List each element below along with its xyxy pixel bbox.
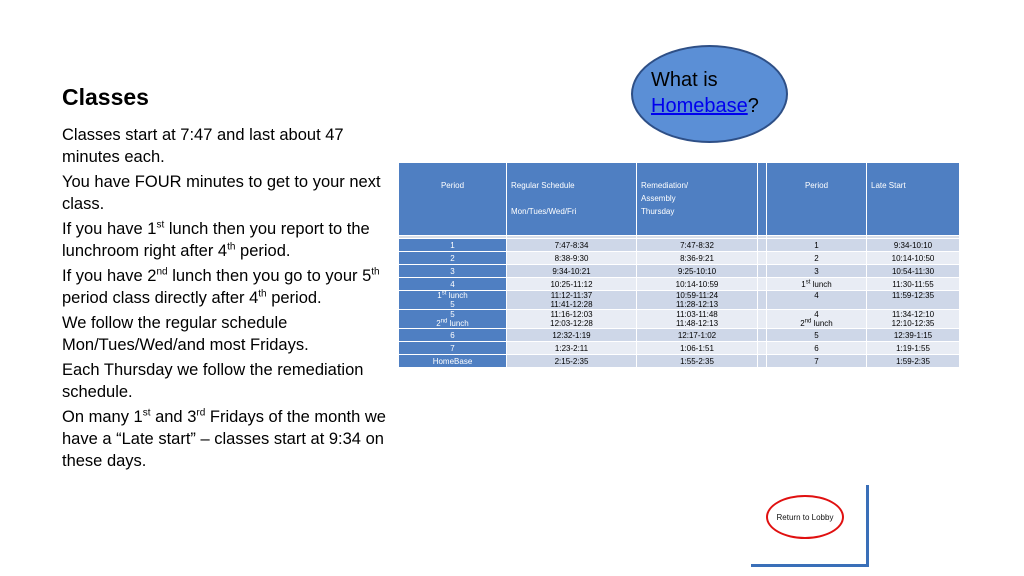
bullet-item: You have FOUR minutes to get to your next class.: [62, 173, 381, 213]
table-row: 4 10:25-11:12 10:14-10:59 1st lunch 11:30-11:55: [399, 278, 960, 291]
return-to-lobby-button[interactable]: Return to Lobby: [766, 495, 844, 539]
bullet-item: If you have 1st lunch then you report to the lunchroom right after 4th period.: [62, 219, 370, 260]
bullet-item: Each Thursday we follow the remediation schedule.: [62, 361, 364, 401]
table-row: 5 2nd lunch 11:16-12:03 12:03-12:28 11:03-11:48 11:48-12:13 4 2nd lunch 11:34-12:10 12:10-12:35: [399, 310, 960, 329]
header-period: Period: [399, 163, 507, 236]
homebase-link[interactable]: Homebase: [651, 95, 748, 117]
header-spacer: [758, 163, 767, 236]
table-row: 2 8:38-9:30 8:36-9:21 2 10:14-10:50: [399, 252, 960, 265]
header-regular: Regular Schedule Mon/Tues/Wed/Fri: [507, 163, 637, 236]
bullet-list: [62, 124, 387, 475]
bullet-item: If you have 2nd lunch then you go to your 5th period class directly after 4th period.: [62, 266, 380, 307]
table-header-row: [399, 163, 960, 236]
bullet-item: On many 1st and 3rd Fridays of the month we have a “Late start” – classes start at 9:34 on these days.: [62, 407, 386, 470]
table-row: 1 7:47-8:34 7:47-8:32 1 9:34-10:10: [399, 239, 960, 252]
header-remediation: Remediation/ Assembly Thursday: [637, 163, 758, 236]
schedule-table: [398, 162, 960, 368]
table-row: 6 12:32-1:19 12:17-1:02 5 12:39-1:15: [399, 329, 960, 342]
bullet-item: We follow the regular schedule Mon/Tues/Wed/and most Fridays.: [62, 314, 309, 354]
header-late-start: Late Start: [867, 163, 960, 236]
table-row: 3 9:34-10:21 9:25-10:10 3 10:54-11:30: [399, 265, 960, 278]
table-row: HomeBase 2:15-2:35 1:55-2:35 7 1:59-2:35: [399, 355, 960, 368]
header-period-2: Period: [767, 163, 867, 236]
bullet-item: Classes start at 7:47 and last about 47 minutes each.: [62, 126, 344, 166]
table-row: 7 1:23-2:11 1:06-1:51 6 1:19-1:55: [399, 342, 960, 355]
slide-title: Classes: [62, 84, 149, 110]
table-row: 1st lunch 5 11:12-11:37 11:41-12:28 10:59-11:24 11:28-12:13 4 11:59-12:35: [399, 291, 960, 310]
homebase-bubble-text: What is Homebase?: [651, 69, 759, 117]
